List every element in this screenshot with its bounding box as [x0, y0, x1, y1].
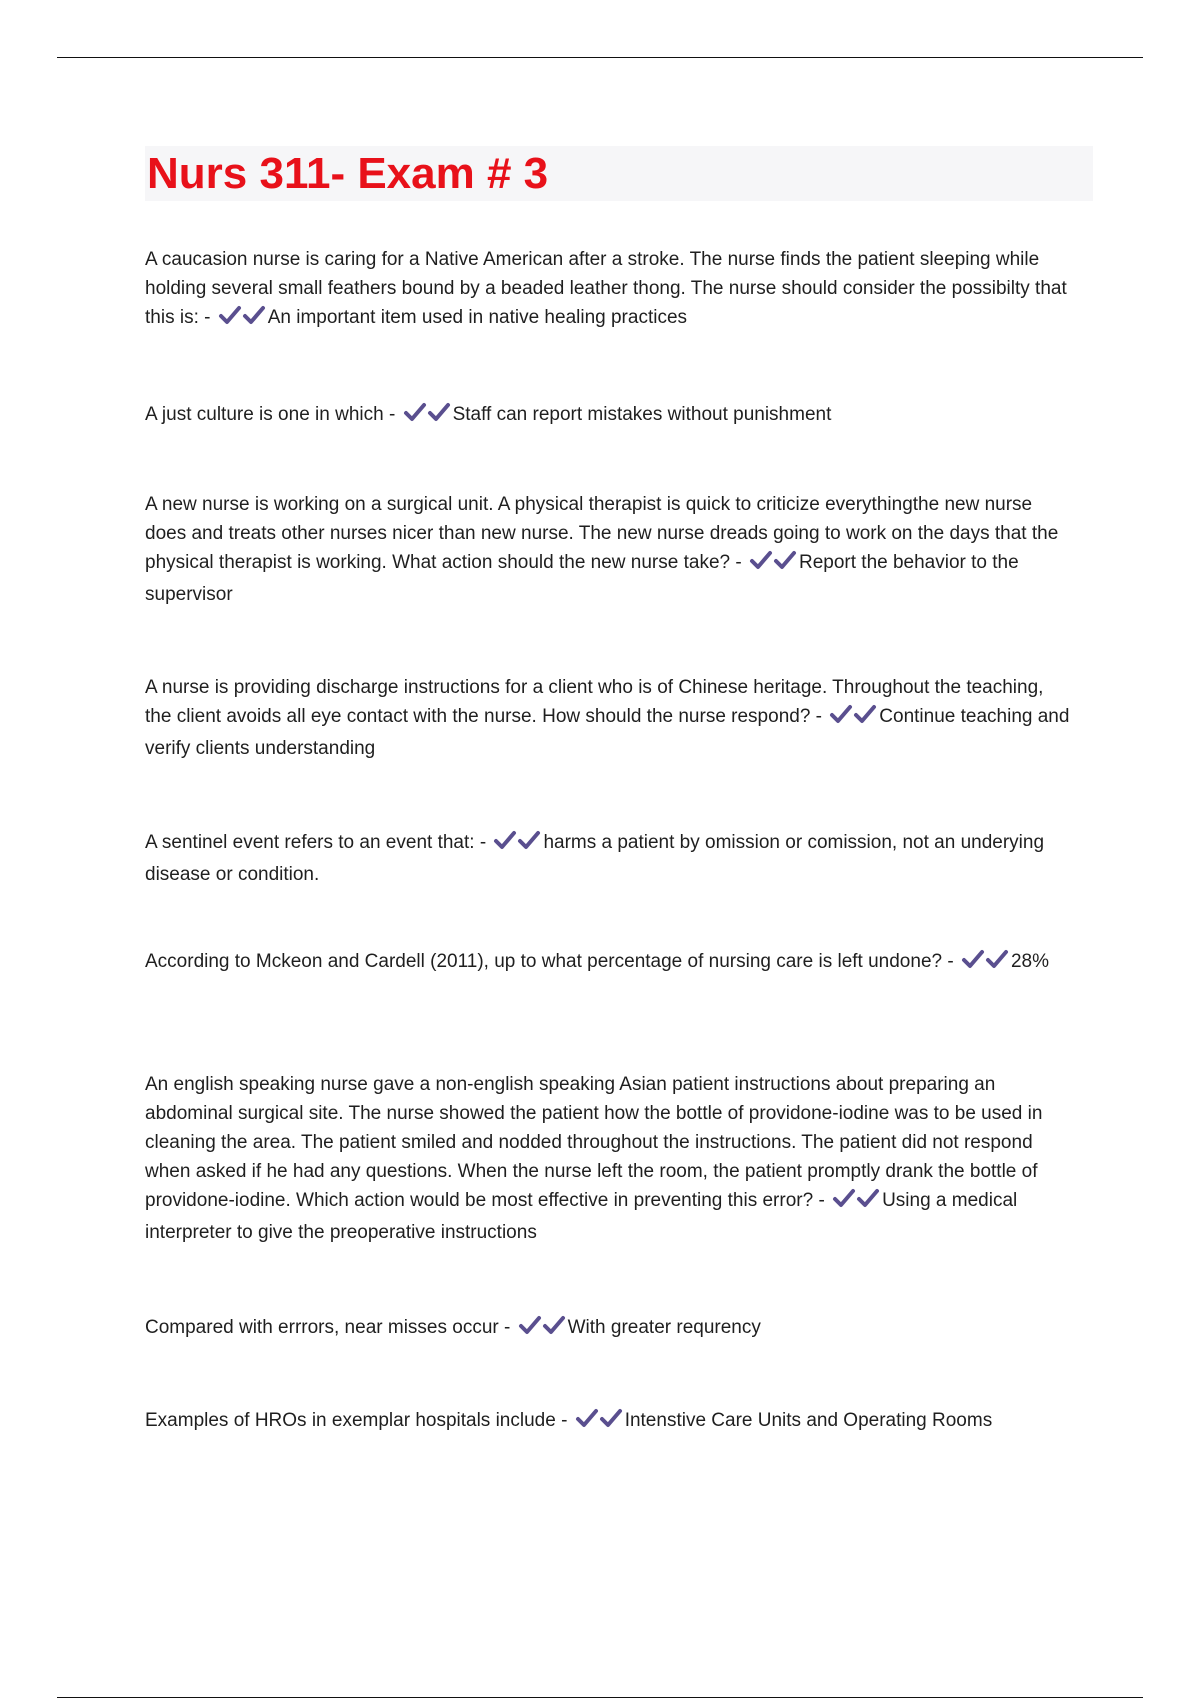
checkmark-icon	[853, 703, 877, 725]
checkmark-icon	[829, 703, 853, 725]
double-checkmark-icon	[961, 948, 1009, 979]
question-text: A nurse is providing discharge instructions for a client who is of Chinese heritage. Throughout the teaching, the client avoids all eye contact with the nurse. How should the nurse respond? -	[145, 677, 1044, 727]
question-text: A sentinel event refers to an event that: -	[145, 832, 487, 853]
double-checkmark-icon	[832, 1187, 880, 1218]
question-text: Compared with errrors, near misses occur -	[145, 1317, 511, 1338]
qa-item	[145, 245, 1075, 335]
checkmark-icon	[832, 1187, 856, 1209]
bottom-rule	[57, 1697, 1143, 1698]
checkmark-icon	[985, 948, 1009, 970]
answer-text: Intenstive Care Units and Operating Rooms	[624, 1410, 993, 1431]
question-text: According to Mckeon and Cardell (2011), up to what percentage of nursing care is left undone? -	[145, 951, 954, 972]
qa-item	[145, 828, 1075, 889]
double-checkmark-icon	[829, 703, 877, 734]
qa-item	[145, 673, 1075, 763]
checkmark-icon	[493, 829, 517, 851]
checkmark-icon	[542, 1314, 566, 1336]
double-checkmark-icon	[218, 304, 266, 335]
checkmark-icon	[599, 1407, 623, 1429]
answer-text: With greater requrency	[567, 1317, 761, 1338]
title-banner	[145, 146, 1093, 201]
answer-text: Report the behavior to the supervisor	[145, 552, 1019, 605]
checkmark-icon	[773, 549, 797, 571]
qa-item	[145, 1313, 1075, 1345]
checkmark-icon	[517, 829, 541, 851]
double-checkmark-icon	[749, 549, 797, 580]
checkmark-icon	[856, 1187, 880, 1209]
double-checkmark-icon	[518, 1314, 566, 1345]
double-checkmark-icon	[493, 829, 541, 860]
checkmark-icon	[403, 401, 427, 423]
question-text: Examples of HROs in exemplar hospitals include -	[145, 1410, 568, 1431]
qa-item	[145, 490, 1075, 609]
top-rule	[57, 57, 1143, 58]
checkmark-icon	[218, 304, 242, 326]
checkmark-icon	[749, 549, 773, 571]
answer-text: Continue teaching and verify clients understanding	[145, 706, 1070, 759]
qa-item	[145, 1406, 1075, 1438]
qa-item	[145, 947, 1075, 979]
question-text: A just culture is one in which -	[145, 404, 396, 425]
checkmark-icon	[427, 401, 451, 423]
checkmark-icon	[961, 948, 985, 970]
answer-text: 28%	[1010, 951, 1049, 972]
double-checkmark-icon	[403, 401, 451, 432]
page-title: Nurs 311- Exam # 3	[147, 149, 549, 198]
qa-item	[145, 400, 1075, 432]
checkmark-icon	[575, 1407, 599, 1429]
qa-item	[145, 1070, 1075, 1247]
checkmark-icon	[242, 304, 266, 326]
answer-text: harms a patient by omission or comission, not an underying disease or condition.	[145, 832, 1045, 885]
question-text: A new nurse is working on a surgical unit. A physical therapist is quick to criticize everythingthe new nurse does and treats other nurses nicer than new nurse. The new nurse dreads going to work on the days that the physical therapist is working. What action should the new nurse take? -	[145, 494, 1059, 573]
checkmark-icon	[518, 1314, 542, 1336]
answer-text: An important item used in native healing practices	[267, 307, 688, 328]
answer-text: Using a medical interpreter to give the preoperative instructions	[145, 1190, 1018, 1243]
double-checkmark-icon	[575, 1407, 623, 1438]
question-text: An english speaking nurse gave a non-english speaking Asian patient instructions about preparing an abdominal surgical site. The nurse showed the patient how the bottle of providone-iodine was to be used in cleaning the area. The patient smiled and nodded throughout the instructions. The patient did not respond when asked if he had any questions. When the nurse left the room, the patient promptly drank the bottle of providone-iodine. Which action would be most effective in preventing this error? -	[145, 1074, 1043, 1211]
question-text: A caucasion nurse is caring for a Native American after a stroke. The nurse finds the patient sleeping while holding several small feathers bound by a beaded leather thong. The nurse should consider the possibilty that this is: -	[145, 249, 1067, 328]
answer-text: Staff can report mistakes without punishment	[452, 404, 832, 425]
